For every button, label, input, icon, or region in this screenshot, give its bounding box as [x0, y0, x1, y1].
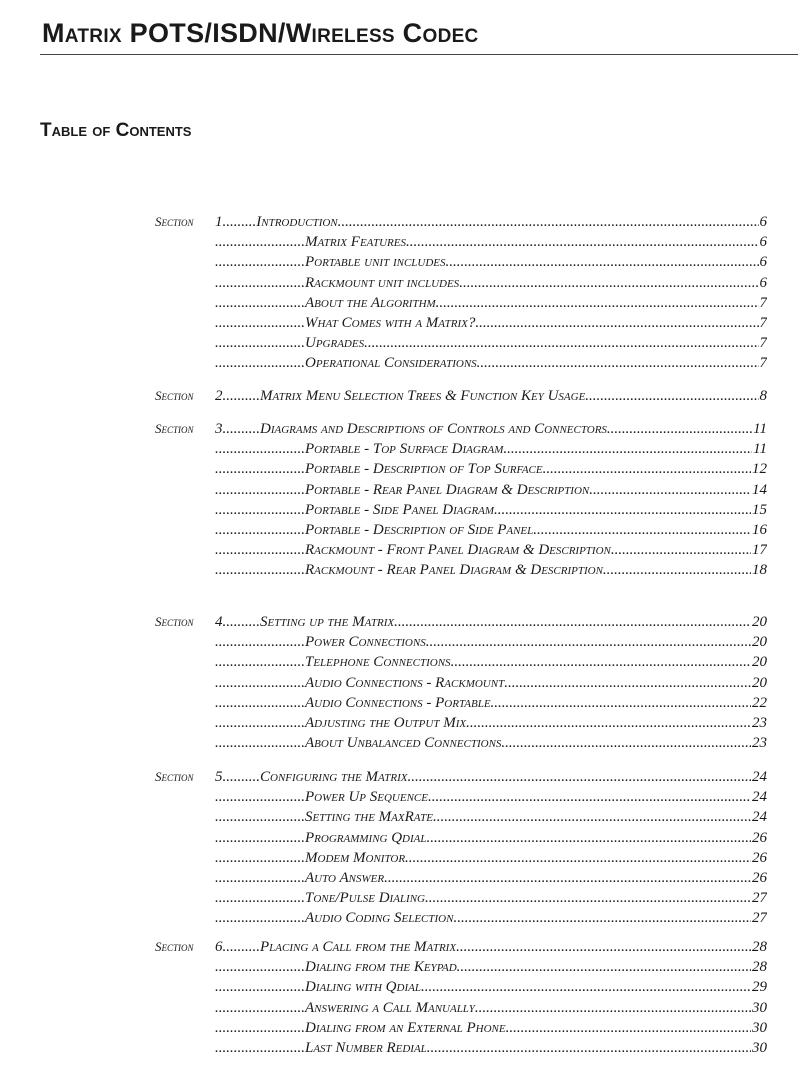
entry-title: Answering a Call Manually: [305, 999, 475, 1016]
dot-leader: [427, 828, 751, 848]
toc-line: [215, 540, 767, 560]
toc-entry-row[interactable]: [155, 733, 767, 753]
leader-dots: ........................: [215, 809, 305, 826]
toc-section-row[interactable]: [155, 767, 767, 787]
dot-leader: [408, 767, 751, 787]
toc-line: [215, 1038, 767, 1058]
page-number: 7: [759, 315, 767, 331]
toc-entry-row[interactable]: [155, 1038, 767, 1058]
section-number: 1: [215, 214, 223, 230]
dot-leader: [433, 807, 751, 827]
page-number: 20: [752, 634, 767, 651]
dot-leader: [459, 273, 758, 293]
entry-title: Rackmount - Rear Panel Diagram & Description: [305, 562, 603, 579]
page-number: 28: [752, 939, 767, 955]
toc-line: [215, 652, 767, 672]
toc-entry-row[interactable]: [155, 439, 767, 459]
leader-dots: ........................: [215, 959, 305, 976]
leader-dots: ........................: [215, 1019, 305, 1036]
toc-entry-row[interactable]: [155, 1018, 767, 1038]
toc-line: [215, 273, 767, 293]
dot-leader: [585, 386, 758, 406]
section-label: Section: [155, 769, 194, 784]
toc-line: [215, 888, 767, 908]
page-number: 26: [752, 829, 767, 846]
entry-title: Power Up Sequence: [305, 789, 428, 806]
toc-line: [215, 480, 767, 500]
leader-dots: ........................: [215, 979, 305, 996]
toc-line: [215, 520, 767, 540]
dot-leader: [453, 908, 751, 928]
page-number: 30: [752, 999, 767, 1016]
page-number: 26: [752, 849, 767, 866]
toc-line: [215, 998, 767, 1018]
page-number: 20: [752, 674, 767, 691]
entry-title: Matrix Features: [305, 234, 406, 251]
toc-line: [215, 632, 767, 652]
leader-dots: ........................: [215, 829, 305, 846]
toc-entry-row[interactable]: [155, 480, 767, 500]
page-number: 6: [759, 214, 767, 230]
dot-leader: [338, 212, 759, 232]
toc-entry-row[interactable]: [155, 807, 767, 827]
toc-line: [215, 957, 767, 977]
section-label: Section: [155, 939, 194, 954]
section-label: Section: [155, 388, 194, 403]
page-number: 7: [759, 355, 767, 372]
toc-line: [215, 313, 767, 333]
page-number: 24: [752, 809, 767, 826]
toc-line: [215, 807, 767, 827]
leader-dots: ........................: [215, 461, 305, 478]
leader-dots: ..........: [222, 769, 260, 785]
entry-title: Operational Considerations: [305, 355, 477, 372]
page-number: 7: [759, 294, 767, 311]
leader-dots: ........................: [215, 789, 305, 806]
section-label: Section: [155, 421, 194, 436]
entry-title: Portable unit includes: [305, 254, 446, 271]
toc-entry-row[interactable]: [155, 252, 767, 272]
toc-section-row[interactable]: [155, 612, 767, 632]
dot-leader: [457, 957, 751, 977]
entry-title: Dialing from the Keypad: [305, 959, 457, 976]
leader-dots: ........................: [215, 355, 305, 372]
leader-dots: ..........: [222, 614, 260, 630]
toc-section-row[interactable]: [155, 386, 767, 406]
page-number: 23: [752, 735, 767, 752]
section-title: Configuring the Matrix: [260, 769, 408, 785]
entry-title: Audio Connections - Portable: [305, 694, 491, 711]
toc-line: [215, 868, 767, 888]
section-number: 4: [215, 614, 223, 630]
entry-title: Rackmount - Front Panel Diagram & Description: [305, 542, 611, 559]
leader-dots: ........................: [215, 694, 305, 711]
section-label: Section: [155, 614, 194, 629]
dot-leader: [477, 353, 759, 373]
section-number: 5: [215, 769, 223, 785]
leader-dots: ........................: [215, 735, 305, 752]
dot-leader: [426, 632, 751, 652]
leader-dots: ..........: [222, 939, 260, 955]
toc-line: [215, 419, 767, 439]
toc-line: [215, 612, 767, 632]
entry-title: Upgrades: [305, 335, 365, 352]
section-title: Introduction: [256, 214, 338, 230]
toc-entry-row[interactable]: [155, 868, 767, 888]
dot-leader: [607, 419, 752, 439]
toc-section-row[interactable]: [155, 419, 767, 439]
entry-title: About Unbalanced Connections: [305, 735, 502, 752]
dot-leader: [456, 937, 751, 957]
dot-leader: [446, 252, 759, 272]
page-number: 30: [752, 1040, 767, 1056]
toc-line: [215, 500, 767, 520]
entry-title: Audio Coding Selection: [305, 910, 454, 927]
toc-section-row[interactable]: [155, 937, 767, 957]
dot-leader: [466, 713, 751, 733]
toc-entry-row[interactable]: [155, 459, 767, 479]
dot-leader: [533, 520, 751, 540]
dot-leader: [504, 673, 751, 693]
toc-entry-row[interactable]: [155, 957, 767, 977]
toc-line: [215, 1018, 767, 1038]
toc-entry-row[interactable]: [155, 652, 767, 672]
page-number: 12: [752, 461, 767, 478]
leader-dots: ........................: [215, 870, 305, 886]
leader-dots: ........................: [215, 274, 305, 291]
toc-entry-row[interactable]: [155, 908, 767, 928]
leader-dots: ........................: [215, 522, 305, 538]
toc-entry-row[interactable]: [155, 273, 767, 293]
entry-title: Audio Connections - Rackmount: [305, 674, 505, 691]
toc-entry-row[interactable]: [155, 977, 767, 997]
leader-dots: ........................: [215, 890, 305, 907]
page-number: 17: [752, 542, 767, 559]
toc-line: [215, 252, 767, 272]
toc-line: [215, 713, 767, 733]
toc-line: [215, 937, 767, 957]
dot-leader: [501, 733, 751, 753]
entry-title: Portable - Description of Top Surface: [305, 461, 543, 478]
section-title: Placing a Call from the Matrix: [260, 939, 457, 955]
leader-dots: ........................: [215, 542, 305, 559]
toc-entry-row[interactable]: [155, 787, 767, 807]
entry-title: Power Connections: [305, 634, 426, 651]
toc-entry-row[interactable]: [155, 713, 767, 733]
toc-line: [215, 767, 767, 787]
entry-title: Tone/Pulse Dialing: [305, 890, 425, 907]
dot-leader: [543, 459, 751, 479]
dot-leader: [384, 868, 751, 888]
page-number: 18: [752, 562, 767, 579]
toc-entry-row[interactable]: [155, 560, 767, 580]
section-title: Diagrams and Descriptions of Controls and Connectors: [260, 421, 607, 437]
entry-title: Auto Answer: [305, 870, 385, 886]
document-title: Matrix POTS/ISDN/Wireless Codec: [42, 18, 479, 48]
dot-leader: [475, 998, 751, 1018]
toc-line: [215, 908, 767, 928]
toc-line: [215, 787, 767, 807]
dot-leader: [611, 540, 751, 560]
toc-section-row[interactable]: [155, 212, 767, 232]
toc-line: [215, 977, 767, 997]
page-number: 27: [752, 890, 767, 907]
leader-dots: ........................: [215, 999, 305, 1016]
leader-dots: ........................: [215, 315, 305, 331]
page-number: 27: [752, 910, 767, 927]
entry-title: Dialing from an External Phone: [305, 1019, 506, 1036]
entry-title: Setting the MaxRate: [305, 809, 433, 826]
toc-line: [215, 232, 767, 252]
entry-title: Rackmount unit includes: [305, 274, 460, 291]
toc-entry-row[interactable]: [155, 848, 767, 868]
page-number: 11: [753, 441, 767, 458]
dot-leader: [475, 313, 758, 333]
toc-entry-row[interactable]: [155, 293, 767, 313]
leader-dots: ........................: [215, 234, 305, 251]
toc-entry-row[interactable]: [155, 500, 767, 520]
leader-dots: ........................: [215, 634, 305, 651]
leader-dots: ........................: [215, 1040, 305, 1056]
section-title: Matrix Menu Selection Trees & Function Key Usage: [260, 388, 586, 404]
toc-line: [215, 848, 767, 868]
entry-title: Last Number Redial: [305, 1040, 427, 1056]
toc-line: [215, 693, 767, 713]
leader-dots: ........................: [215, 335, 305, 352]
entry-title: Dialing with Qdial: [305, 979, 421, 996]
entry-title: Programming Qdial: [305, 829, 427, 846]
page-number: 29: [752, 979, 767, 996]
section-title: Setting up the Matrix: [260, 614, 395, 630]
page-number: 15: [752, 501, 767, 518]
toc-entry-row[interactable]: [155, 540, 767, 560]
toc-entry-row[interactable]: [155, 232, 767, 252]
dot-leader: [425, 888, 751, 908]
toc-entry-row[interactable]: [155, 333, 767, 353]
leader-dots: ........................: [215, 441, 305, 458]
dot-leader: [406, 232, 759, 252]
dot-leader: [589, 480, 751, 500]
leader-dots: ........................: [215, 674, 305, 691]
toc-entry-row[interactable]: [155, 520, 767, 540]
toc-line: [215, 212, 767, 232]
dot-leader: [494, 500, 751, 520]
page-number: 30: [752, 1019, 767, 1036]
toc-line: [215, 386, 767, 406]
leader-dots: ........................: [215, 501, 305, 518]
entry-title: Telephone Connections: [305, 654, 451, 671]
dot-leader: [421, 977, 751, 997]
dot-leader: [603, 560, 751, 580]
toc-heading: Table of Contents: [40, 120, 192, 141]
leader-dots: ........................: [215, 481, 305, 498]
page-number: 11: [753, 421, 767, 437]
leader-dots: ........................: [215, 654, 305, 671]
dot-leader: [491, 693, 751, 713]
toc-entry-row[interactable]: [155, 632, 767, 652]
dot-leader: [503, 439, 752, 459]
dot-leader: [506, 1018, 751, 1038]
entry-title: Adjusting the Output Mix: [305, 715, 467, 731]
entry-title: What Comes with a Matrix?: [305, 315, 476, 331]
page-number: 28: [752, 959, 767, 976]
section-number: 3: [215, 421, 223, 437]
dot-leader: [364, 333, 758, 353]
page-number: 6: [759, 254, 767, 271]
toc-line: [215, 333, 767, 353]
toc-entry-row[interactable]: [155, 998, 767, 1018]
leader-dots: ........................: [215, 910, 305, 927]
dot-leader: [394, 612, 751, 632]
toc-entry-row[interactable]: [155, 353, 767, 373]
toc-line: [215, 673, 767, 693]
toc-entry-row[interactable]: [155, 693, 767, 713]
entry-title: Modem Monitor: [305, 849, 406, 866]
leader-dots: ........................: [215, 254, 305, 271]
toc-entry-row[interactable]: [155, 673, 767, 693]
toc-line: [215, 733, 767, 753]
section-number: 2: [215, 388, 223, 404]
leader-dots: ........................: [215, 715, 305, 731]
dot-leader: [451, 652, 751, 672]
toc-line: [215, 439, 767, 459]
dot-leader: [427, 1038, 751, 1058]
leader-dots: ........................: [215, 849, 305, 866]
toc-line: [215, 353, 767, 373]
page-number: 6: [759, 274, 767, 291]
entry-title: Portable - Rear Panel Diagram & Description: [305, 481, 590, 498]
dot-leader: [428, 787, 751, 807]
page-number: 6: [759, 234, 767, 251]
dot-leader: [405, 848, 751, 868]
page-number: 26: [752, 870, 767, 886]
section-number: 6: [215, 939, 223, 955]
page-number: 20: [752, 654, 767, 671]
page-number: 24: [752, 789, 767, 806]
entry-title: Portable - Description of Side Panel: [305, 522, 534, 538]
page-number: 7: [759, 335, 767, 352]
leader-dots: ........................: [215, 294, 305, 311]
toc-entry-row[interactable]: [155, 313, 767, 333]
entry-title: Portable - Side Panel Diagram: [305, 501, 495, 518]
toc-entry-row[interactable]: [155, 888, 767, 908]
entry-title: About the Algorithm: [305, 294, 436, 311]
page-number: 8: [759, 388, 767, 404]
page-number: 22: [752, 694, 767, 711]
page-number: 14: [752, 481, 767, 498]
toc-line: [215, 459, 767, 479]
entry-title: Portable - Top Surface Diagram: [305, 441, 504, 458]
leader-dots: .........: [222, 214, 257, 230]
dot-leader: [436, 293, 759, 313]
page-number: 16: [752, 522, 767, 538]
section-label: Section: [155, 214, 194, 229]
toc-line: [215, 828, 767, 848]
leader-dots: ..........: [222, 388, 260, 404]
leader-dots: ........................: [215, 562, 305, 579]
toc-line: [215, 560, 767, 580]
toc-entry-row[interactable]: [155, 828, 767, 848]
toc-line: [215, 293, 767, 313]
page-number: 20: [752, 614, 767, 630]
leader-dots: ..........: [222, 421, 260, 437]
page-number: 24: [752, 769, 767, 785]
page-number: 23: [752, 715, 767, 731]
